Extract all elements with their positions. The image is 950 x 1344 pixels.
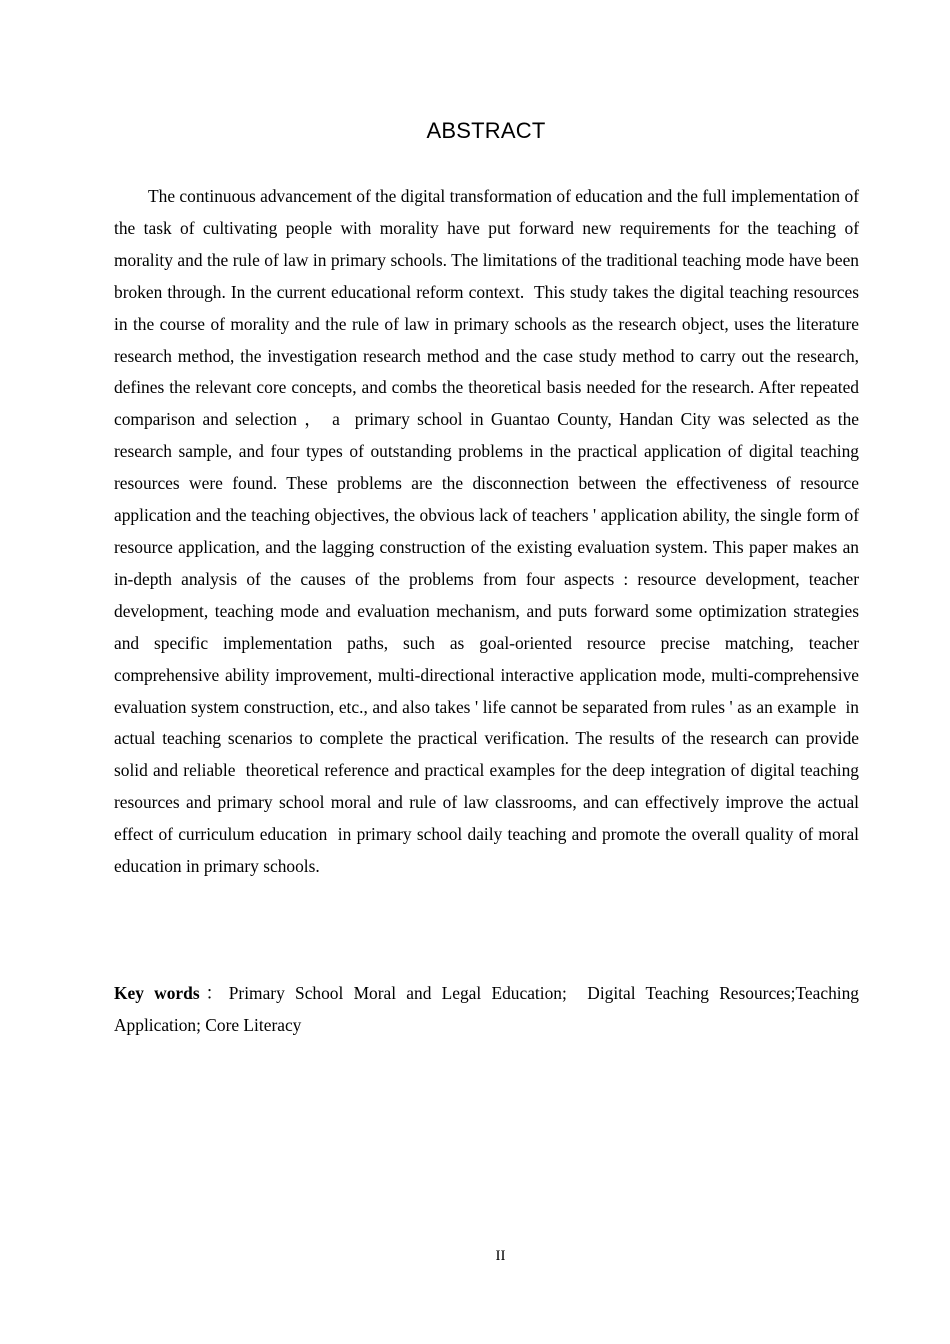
page-number: II (495, 1248, 506, 1264)
keywords-separator: ： (199, 983, 229, 1003)
keywords-label: Key words (114, 983, 200, 1003)
abstract-title: ABSTRACT (426, 118, 546, 143)
keywords-list: Primary School Moral and Legal Education; Digital Teaching Resources;Teaching Application; Core Literacy (114, 983, 863, 1035)
keywords-paragraph (114, 978, 863, 1042)
abstract-paragraph: The continuous advancement of the digital transformation of education and the full implementation of the task of cultivating people with morality have put forward new requirements for the teaching of morality and the rule of law in primary schools. The limitations of the traditional teaching mode have been broken through. In the current educational reform context. This study takes the digital teaching resources in the course of morality and the rule of law in primary schools as the research object, uses the literature research method, the investigation research method and the case study method to carry out the research, defines the relevant core concepts, and combs the theoretical basis needed for the research. After repeated comparison and selection ， a primary school in Guantao County, Handan City was selected as the research sample, and four types of outstanding problems in the practical application of digital teaching resources were found. These problems are the disconnection between the effectiveness of resource application and the teaching objectives, the obvious lack of teachers ' application ability, the single form of resource application, and the lagging construction of the existing evaluation system. This paper makes an in-depth analysis of the causes of the problems from four aspects : resource development, teacher development, teaching mode and evaluation mechanism, and puts forward some optimization strategies and specific implementation paths, such as goal-oriented resource precise matching, teacher comprehensive ability improvement, multi-directional interactive application mode, multi-comprehensive evaluation system construction, etc., and also takes ' life cannot be separated from rules ' as an example in actual teaching scenarios to complete the practical verification. The results of the research can provide solid and reliable theoretical reference and practical examples for the deep integration of digital teaching resources and primary school moral and rule of law classrooms, and can effectively improve the actual effect of curriculum education in primary school daily teaching and promote the overall quality of moral education in primary schools. (114, 186, 864, 877)
